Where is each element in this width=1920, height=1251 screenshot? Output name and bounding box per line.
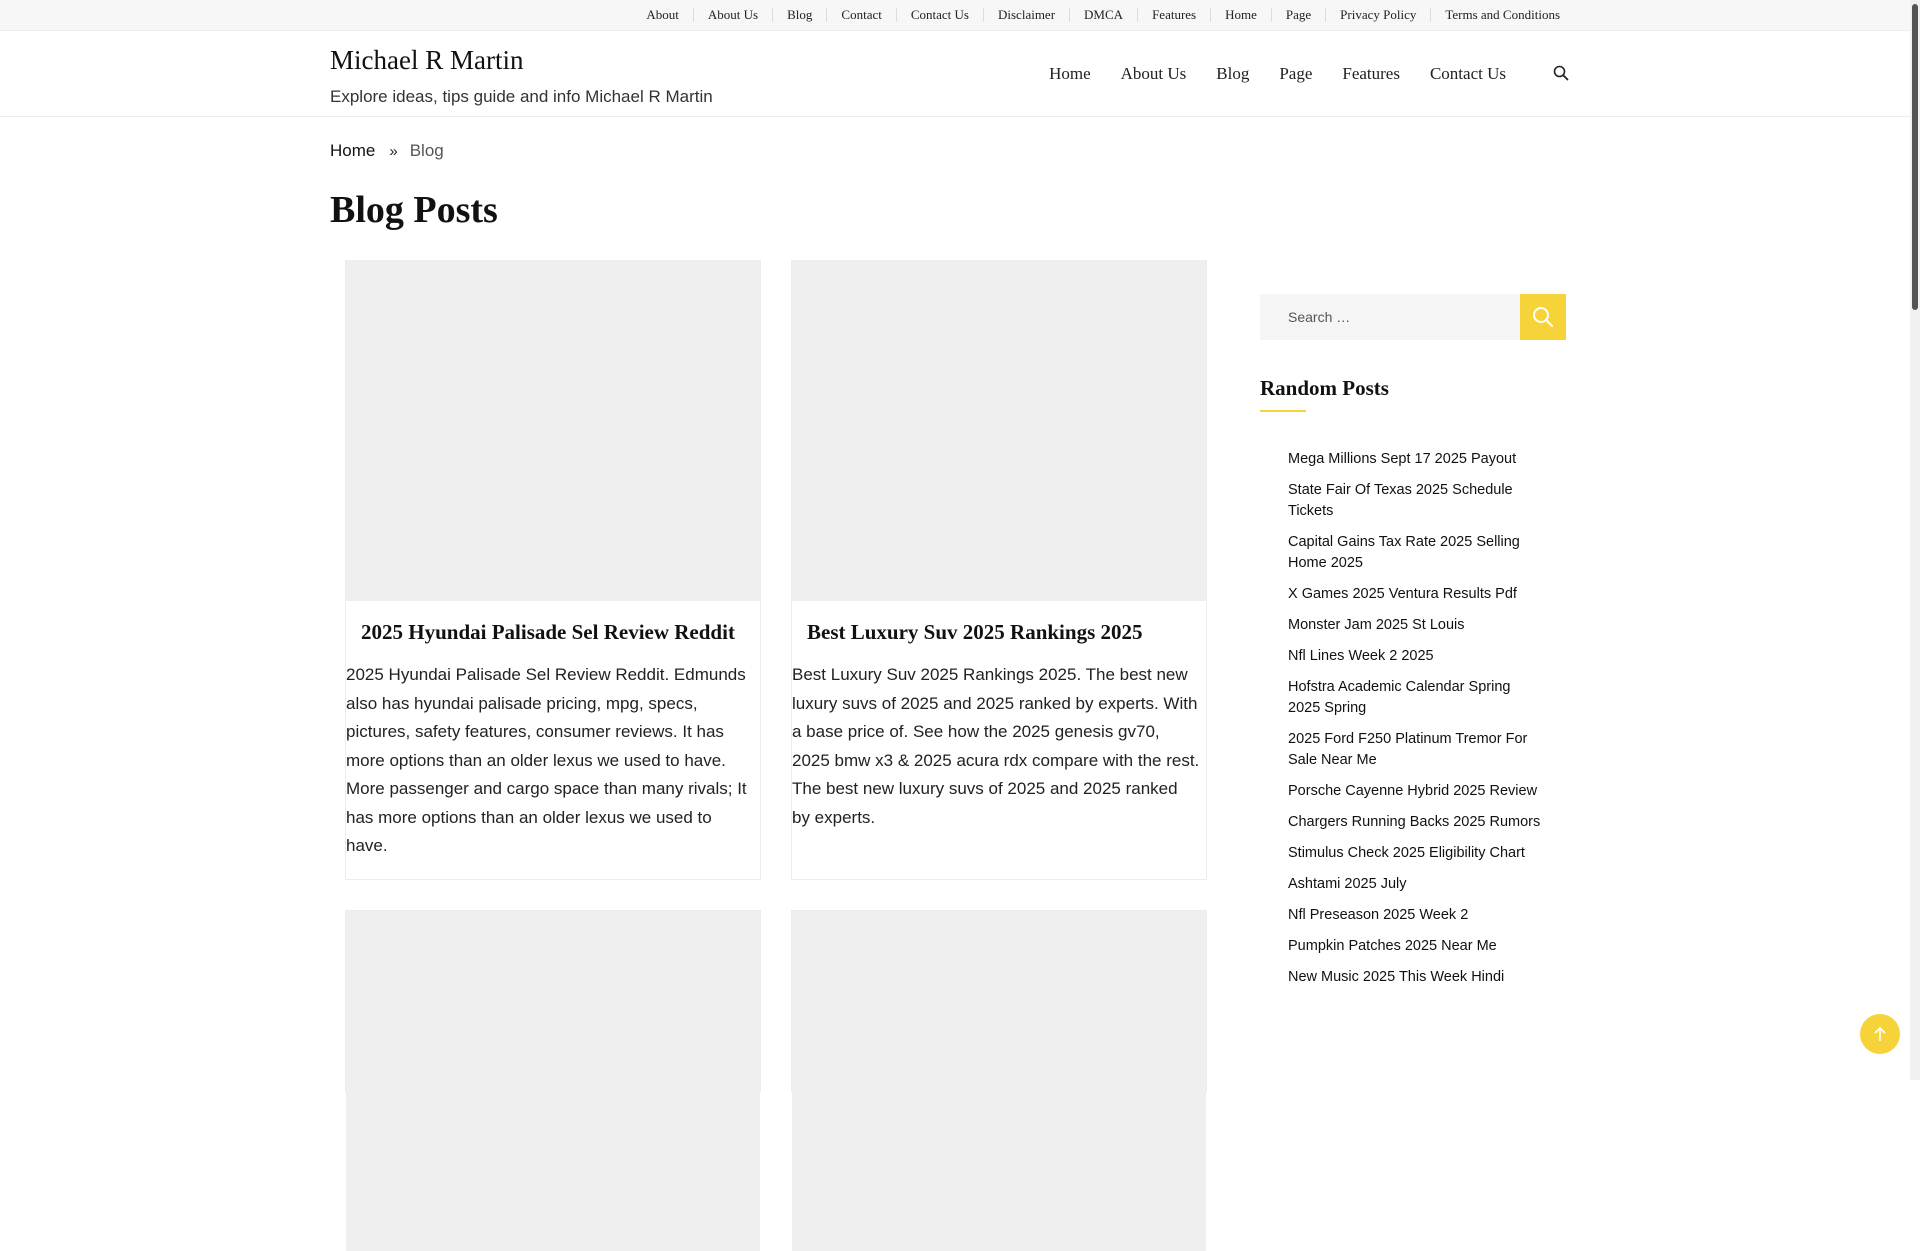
random-post-link[interactable]: Ashtami 2025 July — [1288, 876, 1407, 892]
top-menu-item-contact-us[interactable]: Contact Us — [896, 8, 983, 22]
breadcrumb-separator-icon: » — [389, 142, 398, 160]
post-card — [345, 910, 761, 1092]
breadcrumb — [330, 141, 444, 161]
title-underline — [1260, 410, 1306, 412]
main-menu-item-home[interactable]: Home — [1049, 64, 1091, 83]
sidebar-search-input[interactable] — [1260, 294, 1520, 340]
post-card — [345, 260, 761, 880]
random-post-link[interactable]: 2025 Ford F250 Platinum Tremor For Sale Near Me — [1288, 731, 1528, 768]
top-menu-item-blog[interactable]: Blog — [772, 8, 826, 22]
top-menu-item-features[interactable]: Features — [1137, 8, 1210, 22]
main-menu-item-about-us[interactable]: About Us — [1120, 64, 1187, 83]
main-menu-item-features[interactable]: Features — [1342, 64, 1400, 83]
random-post-link[interactable]: Hofstra Academic Calendar Spring 2025 Spring — [1288, 679, 1511, 716]
post-thumbnail[interactable] — [792, 261, 1206, 601]
top-menu-item-privacy-policy[interactable]: Privacy Policy — [1325, 8, 1430, 22]
random-post-link[interactable]: Stimulus Check 2025 Eligibility Chart — [1288, 845, 1525, 861]
top-menu — [632, 0, 1574, 30]
top-menu-item-disclaimer[interactable]: Disclaimer — [983, 8, 1069, 22]
top-menu-item-page[interactable]: Page — [1271, 8, 1325, 22]
post-card — [791, 910, 1207, 1092]
top-menu-item-home[interactable]: Home — [1210, 8, 1271, 22]
main-menu-item-contact-us[interactable]: Contact Us — [1429, 64, 1506, 83]
back-to-top-button[interactable] — [1860, 1014, 1900, 1054]
random-post-link[interactable]: Nfl Lines Week 2 2025 — [1288, 648, 1434, 664]
page-title: Blog Posts — [330, 189, 498, 231]
site-tagline: Explore ideas, tips guide and info Michael R Martin — [330, 87, 713, 106]
random-post-link[interactable]: Nfl Preseason 2025 Week 2 — [1288, 907, 1469, 923]
top-menu-item-about[interactable]: About — [646, 7, 679, 22]
post-card — [791, 260, 1207, 880]
top-menu-item-about-us[interactable]: About Us — [693, 8, 772, 22]
scrollbar-thumb[interactable] — [1912, 4, 1918, 310]
top-bar — [0, 0, 1910, 31]
random-post-link[interactable]: Mega Millions Sept 17 2025 Payout — [1288, 451, 1517, 467]
random-post-link[interactable]: Chargers Running Backs 2025 Rumors — [1288, 814, 1541, 830]
post-title[interactable]: 2025 Hyundai Palisade Sel Review Reddit — [361, 620, 735, 644]
top-menu-item-terms[interactable]: Terms and Conditions — [1430, 8, 1574, 22]
top-menu-item-dmca[interactable]: DMCA — [1069, 8, 1137, 22]
random-post-link[interactable]: Monster Jam 2025 St Louis — [1288, 617, 1465, 633]
breadcrumb-home-link[interactable]: Home — [330, 141, 376, 160]
search-icon[interactable] — [1553, 65, 1571, 83]
random-posts-list — [1288, 449, 1542, 998]
post-thumbnail[interactable] — [792, 911, 1206, 1251]
top-menu-item-contact[interactable]: Contact — [826, 8, 895, 22]
post-thumbnail[interactable] — [346, 261, 760, 601]
post-title[interactable]: Best Luxury Suv 2025 Rankings 2025 — [807, 620, 1143, 644]
random-post-link[interactable]: Pumpkin Patches 2025 Near Me — [1288, 938, 1497, 954]
site-title[interactable]: Michael R Martin — [330, 45, 524, 75]
search-icon — [1532, 306, 1554, 328]
main-menu — [1019, 64, 1506, 84]
post-excerpt: 2025 Hyundai Palisade Sel Review Reddit. Edmunds also has hyundai palisade pricing, mpg, specs, pictures, safety features, consumer reviews. It has more options than an older lexus we used to have. More passenger and cargo space than many rivals; It has more options than an older lexus we used to have. — [346, 665, 747, 855]
sidebar-search-button[interactable] — [1520, 294, 1566, 340]
random-post-link[interactable]: Porsche Cayenne Hybrid 2025 Review — [1288, 783, 1538, 799]
site-header — [0, 31, 1910, 117]
random-post-link[interactable]: State Fair Of Texas 2025 Schedule Tickets — [1288, 482, 1513, 519]
random-post-link[interactable]: Capital Gains Tax Rate 2025 Selling Home 2025 — [1288, 534, 1520, 571]
post-thumbnail[interactable] — [346, 911, 760, 1251]
random-post-link[interactable]: New Music 2025 This Week Hindi — [1288, 969, 1505, 985]
main-menu-item-blog[interactable]: Blog — [1216, 64, 1250, 83]
post-excerpt: Best Luxury Suv 2025 Rankings 2025. The best new luxury suvs of 2025 and 2025 ranked by experts. With a base price of. See how the 2025 genesis gv70, 2025 bmw x3 & 2025 acura rdx compare with the rest. The best new luxury suvs of 2025 and 2025 ranked by experts. — [792, 665, 1200, 827]
random-post-link[interactable]: X Games 2025 Ventura Results Pdf — [1288, 586, 1517, 602]
random-posts-title: Random Posts — [1260, 376, 1389, 400]
main-menu-item-page[interactable]: Page — [1279, 64, 1313, 83]
arrow-up-icon — [1873, 1026, 1887, 1042]
page-scrollbar[interactable] — [1910, 0, 1920, 1080]
breadcrumb-current: Blog — [409, 141, 444, 160]
sidebar-search-form — [1260, 294, 1566, 340]
